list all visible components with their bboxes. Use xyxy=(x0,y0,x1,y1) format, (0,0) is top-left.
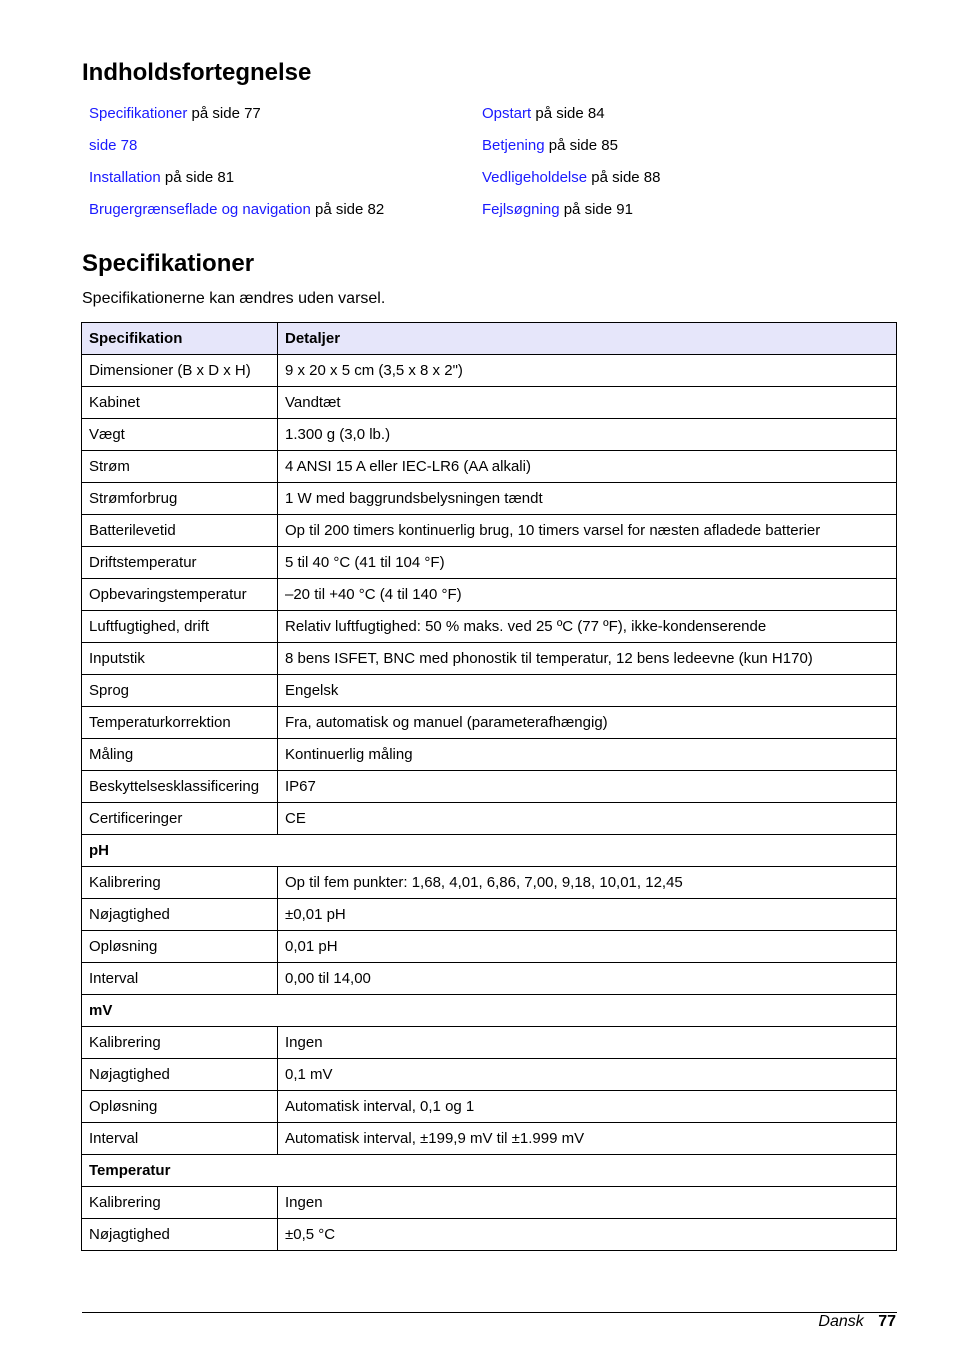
spec-name-cell: Interval xyxy=(82,963,278,995)
toc-entry xyxy=(482,168,660,200)
section-label: mV xyxy=(82,995,897,1027)
toc-link[interactable]: Vedligeholdelse xyxy=(482,169,588,186)
spec-detail-cell: ±0,5 °C xyxy=(278,1219,897,1251)
table-row xyxy=(82,931,897,963)
table-row xyxy=(82,579,897,611)
spec-name-cell: Dimensioner (B x D x H) xyxy=(82,355,278,387)
toc-left-column xyxy=(89,104,384,232)
spec-name-cell: Opløsning xyxy=(82,1091,278,1123)
spec-detail-cell: –20 til +40 °C (4 til 140 °F) xyxy=(278,579,897,611)
toc-entry xyxy=(482,200,660,232)
spec-name-cell: Strøm xyxy=(82,451,278,483)
toc-link[interactable]: Fejlsøgning xyxy=(482,201,560,218)
spec-table xyxy=(81,322,897,1251)
table-row xyxy=(82,483,897,515)
spec-detail-cell: Engelsk xyxy=(278,675,897,707)
section-title: Specifikationer xyxy=(82,250,255,277)
table-header-row xyxy=(82,323,897,355)
spec-detail-cell: 9 x 20 x 5 cm (3,5 x 8 x 2") xyxy=(278,355,897,387)
spec-name-cell: Kalibrering xyxy=(82,1187,278,1219)
table-row xyxy=(82,675,897,707)
spec-detail-cell: CE xyxy=(278,803,897,835)
table-row xyxy=(82,1091,897,1123)
spec-detail-cell: Vandtæt xyxy=(278,387,897,419)
table-row xyxy=(82,1027,897,1059)
table-row xyxy=(82,739,897,771)
page-number: 77 xyxy=(878,1313,896,1330)
toc-link[interactable]: side 78 xyxy=(89,137,138,154)
spec-name-cell: Interval xyxy=(82,1123,278,1155)
footer-language: Dansk xyxy=(818,1313,864,1330)
table-row xyxy=(82,355,897,387)
table-row xyxy=(82,611,897,643)
footer-divider xyxy=(82,1312,897,1313)
toc-entry xyxy=(482,104,660,136)
table-row xyxy=(82,387,897,419)
table-row xyxy=(82,803,897,835)
toc-entry xyxy=(89,200,384,232)
spec-detail-cell: Fra, automatisk og manuel (parameterafhængig) xyxy=(278,707,897,739)
table-row xyxy=(82,451,897,483)
toc-page-ref: på side 88 xyxy=(587,169,661,186)
spec-name-cell: Batterilevetid xyxy=(82,515,278,547)
toc-entry xyxy=(89,168,384,200)
spec-detail-cell: Relativ luftfugtighed: 50 % maks. ved 25 ºC (77 ºF), ikke-kondenserende xyxy=(278,611,897,643)
toc-link[interactable]: Installation xyxy=(89,169,161,186)
toc-page-ref: på side 85 xyxy=(544,137,618,154)
spec-name-cell: Certificeringer xyxy=(82,803,278,835)
spec-detail-cell: Ingen xyxy=(278,1187,897,1219)
toc-entry xyxy=(482,136,660,168)
column-header-details: Detaljer xyxy=(278,323,897,355)
spec-detail-cell: ±0,01 pH xyxy=(278,899,897,931)
spec-name-cell: Nøjagtighed xyxy=(82,1059,278,1091)
spec-name-cell: Nøjagtighed xyxy=(82,1219,278,1251)
spec-name-cell: Opbevaringstemperatur xyxy=(82,579,278,611)
toc-page-ref: på side 82 xyxy=(310,201,385,218)
toc-entry xyxy=(89,104,384,136)
spec-detail-cell: 5 til 40 °C (41 til 104 °F) xyxy=(278,547,897,579)
spec-detail-cell: 0,1 mV xyxy=(278,1059,897,1091)
spec-detail-cell: 0,01 pH xyxy=(278,931,897,963)
page-footer xyxy=(818,1312,896,1332)
table-section-row xyxy=(82,1155,897,1187)
spec-name-cell: Driftstemperatur xyxy=(82,547,278,579)
table-row xyxy=(82,1187,897,1219)
toc-right-column xyxy=(482,104,660,232)
spec-name-cell: Vægt xyxy=(82,419,278,451)
spec-detail-cell: Automatisk interval, 0,1 og 1 xyxy=(278,1091,897,1123)
spec-name-cell: Kalibrering xyxy=(82,867,278,899)
spec-detail-cell: Op til 200 timers kontinuerlig brug, 10 timers varsel for næsten afladede batterier xyxy=(278,515,897,547)
spec-detail-cell: Op til fem punkter: 1,68, 4,01, 6,86, 7,00, 9,18, 10,01, 12,45 xyxy=(278,867,897,899)
section-label: pH xyxy=(82,835,897,867)
table-row xyxy=(82,515,897,547)
toc-link[interactable]: Brugergrænseflade og navigation xyxy=(89,201,311,218)
table-row xyxy=(82,1123,897,1155)
table-row xyxy=(82,771,897,803)
table-row xyxy=(82,707,897,739)
spec-name-cell: Kabinet xyxy=(82,387,278,419)
spec-name-cell: Temperaturkorrektion xyxy=(82,707,278,739)
section-label: Temperatur xyxy=(82,1155,897,1187)
table-row xyxy=(82,899,897,931)
spec-name-cell: Luftfugtighed, drift xyxy=(82,611,278,643)
column-header-specification: Specifikation xyxy=(82,323,278,355)
table-row xyxy=(82,1059,897,1091)
spec-detail-cell: Kontinuerlig måling xyxy=(278,739,897,771)
table-row xyxy=(82,867,897,899)
spec-name-cell: Kalibrering xyxy=(82,1027,278,1059)
spec-detail-cell: IP67 xyxy=(278,771,897,803)
spec-detail-cell: 8 bens ISFET, BNC med phonostik til temperatur, 12 bens ledeevne (kun H170) xyxy=(278,643,897,675)
spec-name-cell: Måling xyxy=(82,739,278,771)
table-row xyxy=(82,963,897,995)
spec-name-cell: Strømforbrug xyxy=(82,483,278,515)
table-row xyxy=(82,1219,897,1251)
spec-name-cell: Beskyttelsesklassificering xyxy=(82,771,278,803)
spec-name-cell: Inputstik xyxy=(82,643,278,675)
section-intro: Specifikationerne kan ændres uden varsel. xyxy=(82,290,386,307)
table-row xyxy=(82,547,897,579)
toc-page-ref: på side 81 xyxy=(160,169,235,186)
toc-link[interactable]: Opstart xyxy=(482,105,532,122)
spec-detail-cell: 1.300 g (3,0 lb.) xyxy=(278,419,897,451)
table-section-row xyxy=(82,835,897,867)
spec-name-cell: Sprog xyxy=(82,675,278,707)
spec-name-cell: Opløsning xyxy=(82,931,278,963)
spec-detail-cell: Ingen xyxy=(278,1027,897,1059)
toc-link[interactable]: Specifikationer xyxy=(89,105,188,122)
spec-detail-cell: Automatisk interval, ±199,9 mV til ±1.999 mV xyxy=(278,1123,897,1155)
toc-title: Indholdsfortegnelse xyxy=(82,59,312,86)
toc-link[interactable]: Betjening xyxy=(482,137,545,154)
toc-page-ref: på side 84 xyxy=(531,105,605,122)
spec-detail-cell: 0,00 til 14,00 xyxy=(278,963,897,995)
toc-entry xyxy=(89,136,384,168)
table-row xyxy=(82,643,897,675)
spec-detail-cell: 1 W med baggrundsbelysningen tændt xyxy=(278,483,897,515)
spec-name-cell: Nøjagtighed xyxy=(82,899,278,931)
table-section-row xyxy=(82,995,897,1027)
spec-detail-cell: 4 ANSI 15 A eller IEC-LR6 (AA alkali) xyxy=(278,451,897,483)
toc-page-ref: på side 91 xyxy=(559,201,633,218)
table-row xyxy=(82,419,897,451)
toc-page-ref: på side 77 xyxy=(187,105,261,122)
